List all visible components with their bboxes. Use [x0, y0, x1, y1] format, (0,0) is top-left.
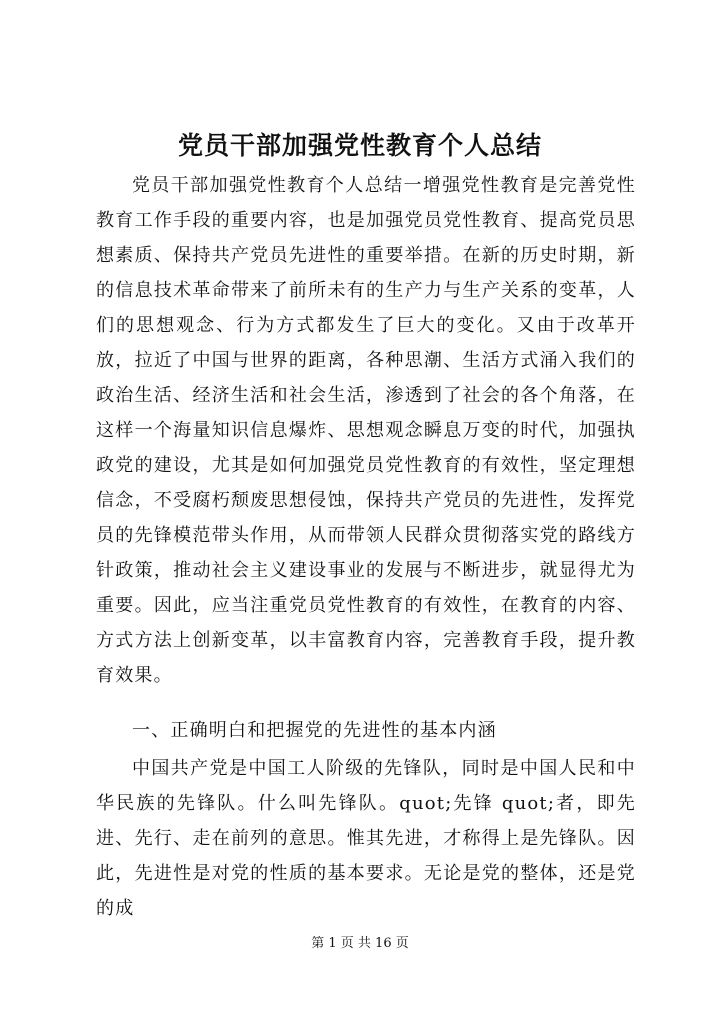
section-heading: 一、正确明白和把握党的先进性的基本内涵 [132, 720, 497, 741]
page-footer: 第 1 页 共 16 页 [311, 936, 409, 951]
document-title: 党员干部加强党性教育个人总结 [177, 131, 542, 160]
body-paragraph: 中国共产党是中国工人阶级的先锋队，同时是中国人民和中华民族的先锋队。什么叫先锋队。quot;先锋 quot;者，即先进、先行、走在前列的意思。惟其先进，才称得上是先锋队。因此，先进性是对党的性质的基本要求。无论是党的整体，还是党的成 [96, 758, 636, 919]
body-paragraph: 党员干部加强党性教育个人总结一增强党性教育是完善党性教育工作手段的重要内容，也是加强党员党性教育、提高党员思想素质、保持共产党员先进性的重要举措。在新的历史时期，新的信息技术革命带来了前所未有的生产力与生产关系的变革，人们的思想观念、行为方式都发生了巨大的变化。又由于改革开放，拉近了中国与世界的距离，各种思潮、生活方式涌入我们的政治生活、经济生活和社会生活，渗透到了社会的各个角落，在这样一个海量知识信息爆炸、思想观念瞬息万变的时代，加强执政党的建设，尤其是如何加强党员党性教育的有效性，坚定理想信念，不受腐朽颓废思想侵蚀，保持共产党员的先进性，发挥党员的先锋模范带头作用，从而带领人民群众贯彻落实党的路线方针政策，推动社会主义建设事业的发展与不断进步，就显得尤为重要。因此，应当注重党员党性教育的有效性，在教育的内容、方式方法上创新变革，以丰富教育内容，完善教育手段，提升教育效果。 [96, 175, 636, 686]
